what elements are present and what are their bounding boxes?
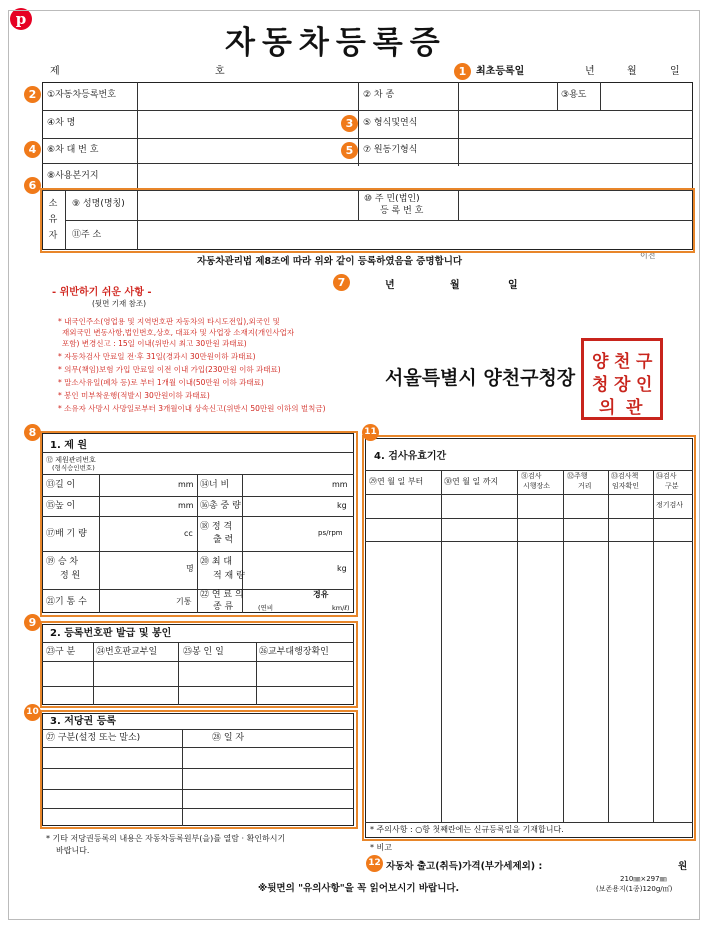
plate-col-seal-date: ㉕봉 인 일 bbox=[183, 647, 224, 657]
official-seal: 양 천 구 청 장 인 의 관 bbox=[581, 338, 663, 420]
inspection-col-kind-2: 구분 bbox=[665, 482, 679, 490]
annotation-badge-5: 5 bbox=[341, 142, 358, 159]
inspection-col-mileage-1: ㉜주행 bbox=[567, 472, 588, 480]
highlight-box-specs bbox=[40, 431, 358, 617]
number-label-a: 제 bbox=[50, 66, 60, 77]
inspection-col-mileage-2: 거리 bbox=[578, 482, 592, 490]
plate-col-agent-confirm: ㉖교부대행장확인 bbox=[259, 647, 329, 657]
number-label-b: 호 bbox=[215, 66, 225, 77]
certify-text: 자동차관리법 제8조에 따라 위와 같이 등록하였음을 증명합니다 bbox=[197, 256, 463, 267]
mortgage-col-date: ㉘ 일 자 bbox=[212, 733, 245, 743]
highlight-box-inspection bbox=[362, 435, 696, 841]
highlight-box-mortgage bbox=[40, 710, 358, 829]
highlight-box-plate bbox=[40, 621, 358, 708]
pinterest-icon[interactable]: p bbox=[10, 8, 32, 30]
inspection-col-place-1: ㉛검사 bbox=[521, 472, 542, 480]
spec-length-label: ⑬길 이 bbox=[46, 480, 76, 490]
specs-title: 1. 제 원 bbox=[50, 440, 88, 451]
warning-item: * 자동차검사 만료일 전·후 31일(경과시 30만원이하 과태료) bbox=[58, 352, 256, 361]
highlight-box-owner bbox=[40, 188, 695, 253]
spec-seats-label-2: 정 원 bbox=[60, 571, 81, 581]
address-label: ⑪주 소 bbox=[72, 230, 102, 240]
engine-label: ⑦ 원동기형식 bbox=[363, 145, 418, 155]
spec-max-load-unit: kg bbox=[337, 564, 347, 573]
spec-seats-unit: 명 bbox=[186, 564, 194, 573]
inspection-col-confirm-2: 임자확인 bbox=[612, 482, 640, 490]
model-year-label: ⑤ 형식및연식 bbox=[363, 118, 418, 128]
spec-rated-label-2: 출 력 bbox=[213, 535, 234, 545]
inspection-col-from: ㉙연 월 일 부터 bbox=[369, 477, 424, 486]
warning-item: * 의무(책임)보험 가입 만료일 이전 이내 가입(230만원 이하 과태료) bbox=[58, 365, 281, 374]
inspection-caution: * 주의사항 : ○항 첫째란에는 신규등록일을 기재합니다. bbox=[370, 825, 564, 834]
document-title: 자동차등록증 bbox=[225, 25, 447, 61]
spec-cylinders-unit: 기통 bbox=[176, 597, 192, 606]
cert-month: 월 bbox=[450, 280, 460, 291]
owner-label: 소유자 bbox=[48, 199, 58, 241]
spec-fuel-label-1: ㉒ 연 료 의 bbox=[200, 590, 244, 600]
plate-title: 2. 등록번호판 발급 및 봉인 bbox=[50, 628, 172, 639]
warnings-subtitle: (뒷면 기재 참조) bbox=[92, 299, 147, 308]
spec-mgmt-number-sub: (형식승인번호) bbox=[52, 464, 95, 472]
warnings-title: - 위반하기 쉬운 사항 - bbox=[52, 287, 152, 298]
base-location-label: ⑧사용본거지 bbox=[47, 171, 99, 181]
annotation-badge-2: 2 bbox=[24, 86, 41, 103]
car-type-label: ② 차 종 bbox=[363, 90, 395, 100]
resident-number-label-2: 등 록 번 호 bbox=[380, 206, 424, 216]
cert-year: 년 bbox=[385, 280, 395, 291]
inspection-col-place-2: 시행장소 bbox=[523, 482, 551, 490]
reg-number-label: ①자동차등록번호 bbox=[47, 90, 116, 100]
spec-max-load-label-2: 적 재 량 bbox=[213, 571, 245, 581]
annotation-badge-9: 9 bbox=[24, 614, 41, 631]
price-unit: 원 bbox=[678, 861, 688, 872]
spec-fuel-efficiency-unit: km/ℓ) bbox=[332, 604, 350, 612]
stray-mark: 이전 bbox=[640, 251, 656, 260]
spec-displacement-unit: cc bbox=[184, 529, 193, 538]
vin-label: ⑥차 대 번 호 bbox=[47, 145, 99, 155]
warning-item: * 봉인 미부착운행(적발시 30만원이하 과태료) bbox=[58, 391, 210, 400]
mortgage-title: 3. 저당권 등록 bbox=[50, 716, 117, 727]
inspection-col-to: ㉚연 월 일 까지 bbox=[444, 477, 499, 486]
spec-rated-label-1: ⑱ 정 격 bbox=[200, 522, 233, 532]
paper-size: 210㎜×297㎜ bbox=[620, 875, 667, 883]
spec-cylinders-label: ㉑기 통 수 bbox=[46, 597, 87, 607]
inspection-col-confirm-1: ㉝검사책 bbox=[611, 472, 639, 480]
annotation-badge-10: 10 bbox=[24, 704, 41, 721]
warning-item: * 말소사유일(폐차 등)로 부터 1개월 이내(50만원 이하 과태료) bbox=[58, 378, 264, 387]
annotation-badge-11: 11 bbox=[362, 424, 379, 441]
spec-rated-unit: ps/rpm bbox=[318, 529, 343, 537]
car-name-label: ④차 명 bbox=[47, 118, 76, 128]
spec-length-unit: mm bbox=[178, 480, 194, 489]
first-registration-label: 최초등록일 bbox=[476, 66, 525, 77]
mortgage-col-type: ㉗ 구분(설정 또는 말소) bbox=[46, 733, 141, 743]
footer-notice: ※뒷면의 "유의사항"을 꼭 읽어보시기 바랍니다. bbox=[258, 883, 460, 894]
warning-item: 재외국민 변동사항,법인번호,상호, 대표자 및 사업장 소재지(개인사업자 bbox=[62, 328, 295, 337]
owner-name-label: ⑨ 성명(명칭) bbox=[72, 199, 125, 209]
spec-height-label: ⑮높 이 bbox=[46, 501, 76, 511]
spec-width-unit: mm bbox=[332, 480, 348, 489]
annotation-badge-8: 8 bbox=[24, 424, 41, 441]
cert-day: 일 bbox=[508, 280, 518, 291]
spec-displacement-label: ⑰배 기 량 bbox=[46, 529, 87, 539]
mortgage-note-2: 바랍니다. bbox=[56, 846, 90, 855]
warning-item: * 내국인주소(영업용 및 지역번호판 자동차의 타시도전입),외국인 및 bbox=[58, 317, 280, 326]
paper-type: (보존용지(1종)120g/㎡) bbox=[596, 885, 673, 893]
plate-col-category: ㉓구 분 bbox=[46, 647, 76, 657]
mortgage-note-1: * 기타 저당권등록의 내용은 자동차등록원부(을)를 열람 · 확인하시기 bbox=[46, 834, 286, 843]
annotation-badge-7: 7 bbox=[333, 274, 350, 291]
spec-seats-label-1: ⑲ 승 차 bbox=[46, 557, 79, 567]
inspection-col-kind-1: ㉞검사 bbox=[656, 472, 677, 480]
first-reg-day: 일 bbox=[670, 66, 680, 77]
usage-label: ③용도 bbox=[561, 90, 587, 100]
spec-max-load-label-1: ⑳ 최 대 bbox=[200, 557, 233, 567]
spec-mgmt-number: ⑫ 제원관리번호 bbox=[46, 456, 96, 464]
first-reg-year: 년 bbox=[585, 66, 595, 77]
warning-item: * 소유자 사망시 사망일로부터 3개월이내 상속신고(위반시 50만원 이하의 벌칙금) bbox=[58, 404, 326, 413]
inspection-title: 4. 검사유효기간 bbox=[374, 451, 447, 462]
annotation-badge-6: 6 bbox=[24, 177, 41, 194]
warning-item: 포함) 변경신고 : 15일 이내(위반시 최고 30만원 과태료) bbox=[62, 339, 247, 348]
spec-height-unit: mm bbox=[178, 501, 194, 510]
spec-width-label: ⑭너 비 bbox=[200, 480, 230, 490]
spec-fuel-label-2: 종 류 bbox=[213, 602, 234, 612]
plate-col-issue-date: ㉔번호판교부일 bbox=[96, 647, 158, 657]
resident-number-label-1: ⑩ 주 민(법인) bbox=[364, 194, 420, 204]
annotation-badge-1: 1 bbox=[454, 63, 471, 80]
spec-fuel-efficiency: (연비 bbox=[258, 604, 274, 612]
spec-gross-weight-unit: kg bbox=[337, 501, 347, 510]
price-label: 자동차 출고(취득)가격(부가세제외) : bbox=[386, 861, 543, 872]
issuer-name: 서울특별시 양천구청장 bbox=[385, 367, 576, 389]
spec-fuel-type: 경유 bbox=[313, 590, 329, 599]
annotation-badge-12: 12 bbox=[366, 855, 383, 872]
first-reg-month: 월 bbox=[627, 66, 637, 77]
spec-gross-weight-label: ⑯총 중 량 bbox=[200, 501, 241, 511]
inspection-row-type: 정기검사 bbox=[656, 501, 684, 509]
annotation-badge-4: 4 bbox=[24, 141, 41, 158]
annotation-badge-3: 3 bbox=[341, 115, 358, 132]
inspection-remarks: * 비고 bbox=[370, 843, 392, 852]
